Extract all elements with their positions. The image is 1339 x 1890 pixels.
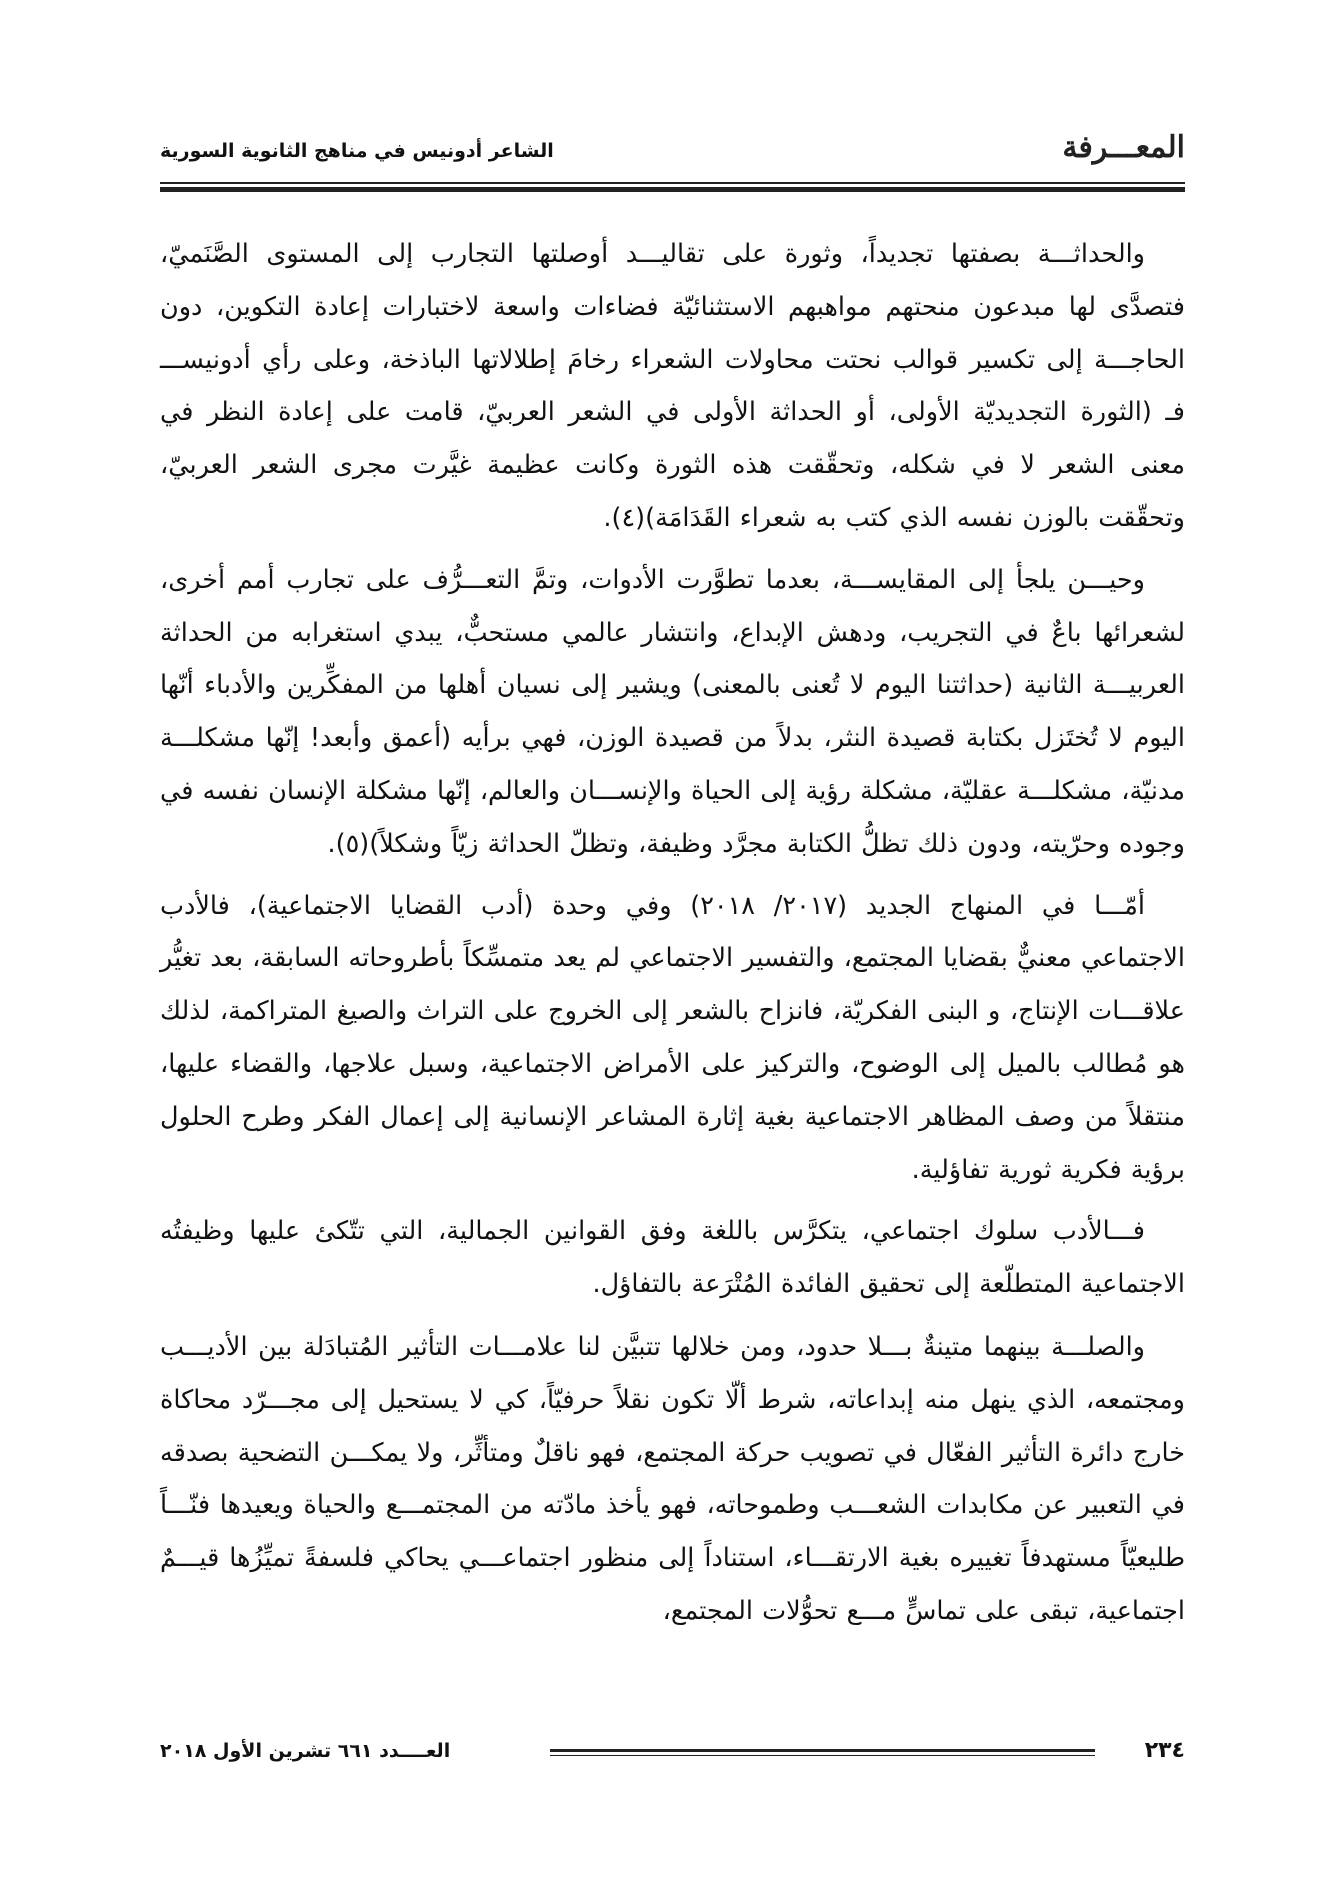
footer-divider — [550, 1749, 1095, 1752]
paragraph-5: والصلـــة بينهما متينةٌ بـــلا حدود، ومن خلالها تتبيَّن لنا علامـــات التأثير المُتبادَلة بين الأديـــب ومجتمعه، الذي ينهل منه إبداعاته، شرط ألّا تكون نقلاً حرفيّاً، كي لا يستحيل إلى مجـــرّد محاكاة خارج دائرة التأثير الفعّال في تصويب حركة المجتمع، فهو ناقلٌ ومتأثِّر، ولا يمكـــن التضحية بصدقه في التعبير عن مكابدات الشعـــب وطموحاته، فهو يأخذ مادّته من المجتمـــع والحياة ويعيدها فنّـــاً طليعيّاً مستهدفاً تغييره بغية الارتقـــاء، استناداً إلى منظور اجتماعـــي يحاكي فلسفةً تميِّزُها قيـــمٌ اجتماعية، تبقى على تماسٍّ مـــع تحوُّلات المجتمع، — [160, 1331, 1185, 1626]
header-divider-thick — [160, 187, 1185, 192]
running-title: الشاعر أدونيس في مناهج الثانوية السورية — [160, 140, 554, 162]
paragraph-1: والحداثـــة بصفتها تجديداً، وثورة على تقاليـــد أوصلتها التجارب إلى المستوى الصَّنَميّ، فتصدَّى لها مبدعون منحتهم مواهبهم الاستثنائيّة فضاءات واسعة لاختبارات إعادة التكوين، دون الحاجـــة إلى تكسير قوالب نحتت محاولات الشعراء رخامَ إطلالاتها الباذخة، وعلى رأي أدونيســـ فـ (الثورة التجديديّة الأولى، أو الحداثة الأولى في الشعر العربيّ، قامت على إعادة النظر في معنى الشعر لا في شكله، وتحقّقت هذه الثورة وكانت عظيمة غيَّرت مجرى الشعر العربيّ، وتحقّقت بالوزن نفسه الذي كتب به شعراء القَدَامَة)(٤). — [160, 239, 1185, 533]
paragraph-4: فـــالأدب سلوك اجتماعي، يتكرَّس باللغة وفق القوانين الجمالية، التي تتّكئ عليها وظيفتُه الاجتماعية المتطلّعة إلى تحقيق الفائدة المُتْرَعة بالتفاؤل. — [160, 1216, 1185, 1300]
page-footer — [160, 1738, 1185, 1768]
paragraph-2: وحيـــن يلجأ إلى المقايســـة، بعدما تطوَّرت الأدوات، وتمَّ التعـــرُّف على تجارب أمم أخرى، لشعرائها باعٌ في التجريب، ودهش الإبداع، وانتشار عالمي مستحبٌّ، يبدي استغرابه من الحداثة العربيـــة الثانية (حداثتنا اليوم لا تُعنى بالمعنى) ويشير إلى نسيان أهلها من المفكِّرين والأدباء أنّها اليوم لا تُختَزل بكتابة قصيدة النثر، بدلاً من قصيدة الوزن، فهي برأيه (أعمق وأبعد! إنّها مشكلـــة مدنيّة، مشكلـــة عقليّة، مشكلة رؤية إلى الحياة والإنســـان والعالم، إنّها مشكلة الإنسان نفسه في وجوده وحرّيته، ودون ذلك تظلُّ الكتابة مجرَّد وظيفة، وتظلّ الحداثة زيّاً وشكلاً)(٥). — [160, 564, 1185, 859]
paragraph-3: أمّـــا في المنهاج الجديد (٢٠١٧/ ٢٠١٨) وفي وحدة (أدب القضايا الاجتماعية)، فالأدب الاجتماعي معنيٌّ بقضايا المجتمع، والتفسير الاجتماعي لم يعد متمسِّكاً بأطروحاته السابقة، بعد تغيُّر علاقـــات الإنتاج، و البنى الفكريّة، فانزاح بالشعر إلى الخروج على التراث والصيغ المتراكمة، لذلك هو مُطالب بالميل إلى الوضوح، والتركيز على الأمراض الاجتماعية، وسبل علاجها، والقضاء عليها، منتقلاً من وصف المظاهر الاجتماعية بغية إثارة المشاعر الإنسانية إلى إعمال الفكر وطرح الحلول برؤية فكرية ثورية تفاؤلية. — [160, 890, 1185, 1185]
page-header — [160, 130, 1185, 178]
journal-logo: المعـــرفة — [1062, 130, 1185, 165]
page-number: ٢٣٤ — [1144, 1738, 1185, 1763]
header-divider — [160, 182, 1185, 184]
article-body — [160, 228, 1185, 1647]
footer-divider-thin — [550, 1755, 1095, 1756]
issue-info: العــــدد ٦٦١ تشرين الأول ٢٠١٨ — [160, 1740, 451, 1762]
